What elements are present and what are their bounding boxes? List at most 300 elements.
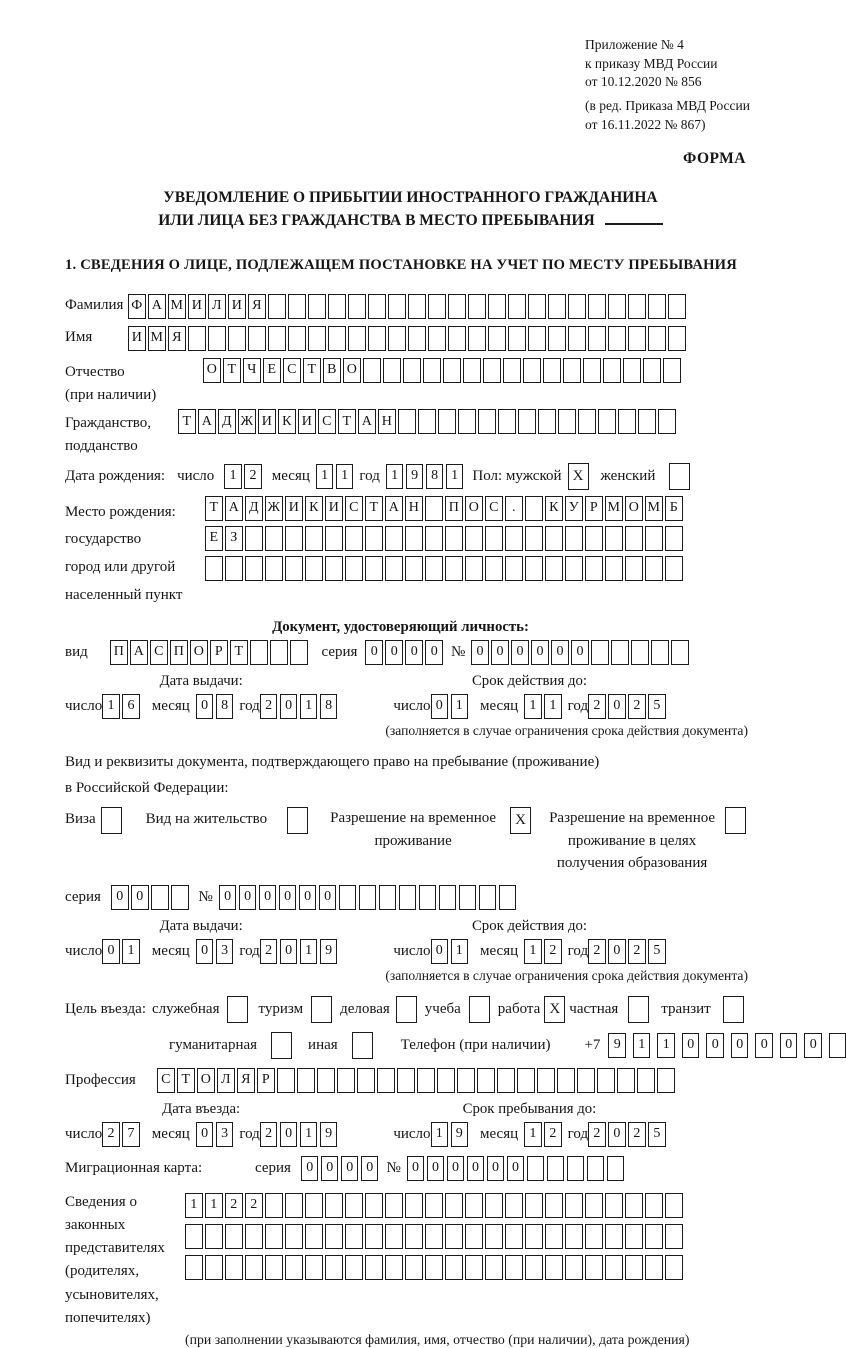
char-cell[interactable] xyxy=(365,556,383,581)
char-cell[interactable] xyxy=(665,556,683,581)
char-cell[interactable] xyxy=(665,1224,683,1249)
temp-residence-checkbox[interactable]: X xyxy=(510,807,531,834)
char-cell[interactable] xyxy=(383,358,401,383)
char-cell[interactable]: О xyxy=(203,358,221,383)
char-cell[interactable] xyxy=(379,885,397,910)
char-cell[interactable] xyxy=(603,358,621,383)
char-cell[interactable]: 0 xyxy=(511,640,529,665)
char-cell[interactable]: У xyxy=(565,496,583,521)
char-cell[interactable]: 3 xyxy=(216,939,234,964)
char-cell[interactable] xyxy=(488,294,506,319)
char-cell[interactable]: 0 xyxy=(755,1033,773,1058)
char-cell[interactable]: 3 xyxy=(216,1122,234,1147)
char-cell[interactable]: 0 xyxy=(319,885,337,910)
char-cell[interactable] xyxy=(388,294,406,319)
char-cell[interactable] xyxy=(528,294,546,319)
char-cell[interactable] xyxy=(365,1224,383,1249)
char-cell[interactable] xyxy=(657,1068,675,1093)
char-cell[interactable] xyxy=(317,1068,335,1093)
char-cell[interactable] xyxy=(368,326,386,351)
char-cell[interactable] xyxy=(425,1193,443,1218)
char-cell[interactable]: 0 xyxy=(385,640,403,665)
char-cell[interactable] xyxy=(345,1255,363,1280)
char-cell[interactable] xyxy=(545,1224,563,1249)
char-cell[interactable] xyxy=(565,556,583,581)
char-cell[interactable] xyxy=(523,358,541,383)
char-cell[interactable] xyxy=(585,1255,603,1280)
char-cell[interactable] xyxy=(505,556,523,581)
char-cell[interactable] xyxy=(527,1156,545,1181)
char-cell[interactable]: С xyxy=(345,496,363,521)
char-cell[interactable] xyxy=(568,326,586,351)
char-cell[interactable]: 0 xyxy=(196,1122,214,1147)
char-cell[interactable] xyxy=(345,526,363,551)
char-cell[interactable] xyxy=(465,556,483,581)
char-cell[interactable] xyxy=(565,1255,583,1280)
char-cell[interactable] xyxy=(528,326,546,351)
char-cell[interactable] xyxy=(285,556,303,581)
char-cell[interactable]: 1 xyxy=(451,694,469,719)
char-cell[interactable]: 9 xyxy=(608,1033,626,1058)
char-cell[interactable] xyxy=(305,526,323,551)
char-cell[interactable]: С xyxy=(485,496,503,521)
char-cell[interactable] xyxy=(645,1255,663,1280)
char-cell[interactable] xyxy=(479,885,497,910)
char-cell[interactable] xyxy=(567,1156,585,1181)
char-cell[interactable] xyxy=(405,1255,423,1280)
char-cell[interactable] xyxy=(545,526,563,551)
char-cell[interactable]: Т xyxy=(223,358,241,383)
char-cell[interactable] xyxy=(485,1255,503,1280)
char-cell[interactable] xyxy=(437,1068,455,1093)
char-cell[interactable] xyxy=(548,294,566,319)
char-cell[interactable] xyxy=(228,326,246,351)
char-cell[interactable] xyxy=(585,526,603,551)
char-cell[interactable]: 0 xyxy=(608,939,626,964)
char-cell[interactable] xyxy=(618,409,636,434)
char-cell[interactable] xyxy=(185,1255,203,1280)
char-cell[interactable]: Л xyxy=(217,1068,235,1093)
char-cell[interactable]: 0 xyxy=(706,1033,724,1058)
char-cell[interactable]: 7 xyxy=(122,1122,140,1147)
char-cell[interactable]: А xyxy=(198,409,216,434)
char-cell[interactable] xyxy=(268,294,286,319)
char-cell[interactable]: 9 xyxy=(320,939,338,964)
char-cell[interactable] xyxy=(385,556,403,581)
char-cell[interactable] xyxy=(328,326,346,351)
char-cell[interactable]: С xyxy=(283,358,301,383)
char-cell[interactable]: 0 xyxy=(259,885,277,910)
char-cell[interactable] xyxy=(625,556,643,581)
char-cell[interactable]: 2 xyxy=(244,464,262,489)
residence-permit-checkbox[interactable] xyxy=(287,807,308,834)
char-cell[interactable]: Д xyxy=(218,409,236,434)
char-cell[interactable]: И xyxy=(325,496,343,521)
char-cell[interactable] xyxy=(385,1224,403,1249)
char-cell[interactable] xyxy=(328,294,346,319)
char-cell[interactable]: 0 xyxy=(299,885,317,910)
char-cell[interactable] xyxy=(508,326,526,351)
char-cell[interactable] xyxy=(665,526,683,551)
char-cell[interactable] xyxy=(517,1068,535,1093)
char-cell[interactable] xyxy=(270,640,288,665)
char-cell[interactable]: Д xyxy=(245,496,263,521)
char-cell[interactable]: 0 xyxy=(196,939,214,964)
char-cell[interactable]: 0 xyxy=(780,1033,798,1058)
char-cell[interactable]: 2 xyxy=(628,939,646,964)
char-cell[interactable] xyxy=(408,294,426,319)
purpose-business-checkbox[interactable] xyxy=(396,996,417,1023)
temp-residence-edu-checkbox[interactable] xyxy=(725,807,746,834)
char-cell[interactable] xyxy=(205,1255,223,1280)
char-cell[interactable]: И xyxy=(188,294,206,319)
char-cell[interactable]: Е xyxy=(263,358,281,383)
char-cell[interactable]: 0 xyxy=(467,1156,485,1181)
char-cell[interactable] xyxy=(459,885,477,910)
char-cell[interactable]: 2 xyxy=(544,939,562,964)
char-cell[interactable] xyxy=(458,409,476,434)
char-cell[interactable]: 0 xyxy=(431,694,449,719)
char-cell[interactable] xyxy=(425,1224,443,1249)
purpose-tourism-checkbox[interactable] xyxy=(311,996,332,1023)
char-cell[interactable]: Е xyxy=(205,526,223,551)
char-cell[interactable]: 0 xyxy=(301,1156,319,1181)
char-cell[interactable] xyxy=(345,556,363,581)
char-cell[interactable] xyxy=(625,1224,643,1249)
char-cell[interactable] xyxy=(265,1224,283,1249)
char-cell[interactable] xyxy=(611,640,629,665)
char-cell[interactable]: 1 xyxy=(336,464,354,489)
char-cell[interactable]: 1 xyxy=(524,1122,542,1147)
char-cell[interactable] xyxy=(645,1193,663,1218)
char-cell[interactable] xyxy=(205,1224,223,1249)
char-cell[interactable]: 0 xyxy=(279,885,297,910)
char-cell[interactable] xyxy=(425,1255,443,1280)
char-cell[interactable]: М xyxy=(168,294,186,319)
char-cell[interactable]: 0 xyxy=(341,1156,359,1181)
char-cell[interactable] xyxy=(525,556,543,581)
char-cell[interactable]: 0 xyxy=(608,694,626,719)
char-cell[interactable]: О xyxy=(465,496,483,521)
purpose-work-checkbox[interactable]: X xyxy=(544,996,565,1023)
char-cell[interactable] xyxy=(428,294,446,319)
char-cell[interactable] xyxy=(608,326,626,351)
char-cell[interactable] xyxy=(397,1068,415,1093)
char-cell[interactable] xyxy=(625,526,643,551)
char-cell[interactable]: 1 xyxy=(185,1193,203,1218)
char-cell[interactable] xyxy=(285,1193,303,1218)
char-cell[interactable]: Ф xyxy=(128,294,146,319)
char-cell[interactable]: 1 xyxy=(102,694,120,719)
char-cell[interactable] xyxy=(445,526,463,551)
char-cell[interactable] xyxy=(588,326,606,351)
char-cell[interactable] xyxy=(645,526,663,551)
char-cell[interactable]: 1 xyxy=(524,939,542,964)
char-cell[interactable]: Ж xyxy=(265,496,283,521)
char-cell[interactable]: 1 xyxy=(300,1122,318,1147)
char-cell[interactable] xyxy=(631,640,649,665)
char-cell[interactable]: 0 xyxy=(431,939,449,964)
char-cell[interactable]: 0 xyxy=(407,1156,425,1181)
char-cell[interactable] xyxy=(485,1193,503,1218)
char-cell[interactable] xyxy=(385,1193,403,1218)
char-cell[interactable] xyxy=(648,294,666,319)
char-cell[interactable]: А xyxy=(148,294,166,319)
char-cell[interactable] xyxy=(297,1068,315,1093)
char-cell[interactable] xyxy=(357,1068,375,1093)
char-cell[interactable] xyxy=(587,1156,605,1181)
char-cell[interactable]: Ж xyxy=(238,409,256,434)
char-cell[interactable] xyxy=(565,1224,583,1249)
char-cell[interactable] xyxy=(591,640,609,665)
char-cell[interactable] xyxy=(607,1156,625,1181)
char-cell[interactable] xyxy=(668,294,686,319)
char-cell[interactable]: 2 xyxy=(588,1122,606,1147)
char-cell[interactable] xyxy=(483,358,501,383)
char-cell[interactable] xyxy=(498,409,516,434)
char-cell[interactable] xyxy=(308,294,326,319)
char-cell[interactable] xyxy=(829,1033,846,1058)
char-cell[interactable] xyxy=(265,556,283,581)
char-cell[interactable] xyxy=(348,294,366,319)
char-cell[interactable]: 0 xyxy=(111,885,129,910)
char-cell[interactable] xyxy=(505,1255,523,1280)
char-cell[interactable]: 0 xyxy=(102,939,120,964)
char-cell[interactable] xyxy=(418,409,436,434)
char-cell[interactable] xyxy=(585,1193,603,1218)
char-cell[interactable] xyxy=(325,556,343,581)
char-cell[interactable] xyxy=(408,326,426,351)
char-cell[interactable] xyxy=(448,326,466,351)
char-cell[interactable] xyxy=(477,1068,495,1093)
char-cell[interactable] xyxy=(325,1255,343,1280)
char-cell[interactable] xyxy=(648,326,666,351)
char-cell[interactable]: С xyxy=(318,409,336,434)
char-cell[interactable] xyxy=(525,496,543,521)
char-cell[interactable]: Р xyxy=(257,1068,275,1093)
char-cell[interactable]: 0 xyxy=(280,939,298,964)
char-cell[interactable]: 1 xyxy=(205,1193,223,1218)
char-cell[interactable]: 8 xyxy=(216,694,234,719)
char-cell[interactable] xyxy=(428,326,446,351)
char-cell[interactable]: Т xyxy=(365,496,383,521)
char-cell[interactable] xyxy=(419,885,437,910)
char-cell[interactable]: Я xyxy=(237,1068,255,1093)
char-cell[interactable]: 1 xyxy=(386,464,404,489)
char-cell[interactable] xyxy=(445,1193,463,1218)
char-cell[interactable] xyxy=(398,409,416,434)
char-cell[interactable] xyxy=(505,1224,523,1249)
char-cell[interactable]: 0 xyxy=(196,694,214,719)
char-cell[interactable] xyxy=(205,556,223,581)
char-cell[interactable]: 1 xyxy=(316,464,334,489)
char-cell[interactable] xyxy=(425,526,443,551)
char-cell[interactable] xyxy=(365,1255,383,1280)
char-cell[interactable] xyxy=(405,1224,423,1249)
char-cell[interactable] xyxy=(625,1193,643,1218)
char-cell[interactable] xyxy=(565,526,583,551)
char-cell[interactable]: 0 xyxy=(447,1156,465,1181)
char-cell[interactable] xyxy=(308,326,326,351)
char-cell[interactable] xyxy=(385,526,403,551)
char-cell[interactable]: 6 xyxy=(122,694,140,719)
char-cell[interactable] xyxy=(225,1255,243,1280)
char-cell[interactable] xyxy=(268,326,286,351)
char-cell[interactable] xyxy=(339,885,357,910)
char-cell[interactable]: 1 xyxy=(300,939,318,964)
char-cell[interactable] xyxy=(585,556,603,581)
char-cell[interactable] xyxy=(577,1068,595,1093)
char-cell[interactable] xyxy=(445,1224,463,1249)
char-cell[interactable]: А xyxy=(358,409,376,434)
char-cell[interactable]: К xyxy=(305,496,323,521)
char-cell[interactable] xyxy=(345,1224,363,1249)
char-cell[interactable]: 8 xyxy=(320,694,338,719)
char-cell[interactable] xyxy=(628,294,646,319)
char-cell[interactable] xyxy=(568,294,586,319)
char-cell[interactable] xyxy=(448,294,466,319)
char-cell[interactable] xyxy=(245,1224,263,1249)
char-cell[interactable] xyxy=(625,1255,643,1280)
purpose-humanitarian-checkbox[interactable] xyxy=(271,1032,292,1059)
char-cell[interactable] xyxy=(605,526,623,551)
char-cell[interactable]: 1 xyxy=(657,1033,675,1058)
char-cell[interactable] xyxy=(605,1193,623,1218)
char-cell[interactable]: 0 xyxy=(361,1156,379,1181)
char-cell[interactable]: 2 xyxy=(260,694,278,719)
char-cell[interactable] xyxy=(403,358,421,383)
char-cell[interactable]: 0 xyxy=(280,694,298,719)
char-cell[interactable] xyxy=(468,294,486,319)
char-cell[interactable] xyxy=(465,1193,483,1218)
char-cell[interactable] xyxy=(425,496,443,521)
char-cell[interactable] xyxy=(325,1224,343,1249)
char-cell[interactable]: К xyxy=(278,409,296,434)
char-cell[interactable] xyxy=(405,1193,423,1218)
char-cell[interactable] xyxy=(505,526,523,551)
char-cell[interactable] xyxy=(285,1224,303,1249)
char-cell[interactable] xyxy=(245,526,263,551)
char-cell[interactable] xyxy=(288,294,306,319)
char-cell[interactable]: 0 xyxy=(280,1122,298,1147)
char-cell[interactable] xyxy=(525,1255,543,1280)
char-cell[interactable]: Б xyxy=(665,496,683,521)
char-cell[interactable] xyxy=(558,409,576,434)
char-cell[interactable]: Я xyxy=(248,294,266,319)
purpose-study-checkbox[interactable] xyxy=(469,996,490,1023)
char-cell[interactable]: О xyxy=(625,496,643,521)
char-cell[interactable]: 0 xyxy=(487,1156,505,1181)
purpose-official-checkbox[interactable] xyxy=(227,996,248,1023)
sex-female-checkbox[interactable] xyxy=(669,463,690,490)
char-cell[interactable] xyxy=(445,1255,463,1280)
char-cell[interactable]: И xyxy=(128,326,146,351)
char-cell[interactable] xyxy=(525,526,543,551)
char-cell[interactable]: 0 xyxy=(219,885,237,910)
char-cell[interactable]: О xyxy=(190,640,208,665)
char-cell[interactable] xyxy=(285,1255,303,1280)
char-cell[interactable]: 5 xyxy=(648,1122,666,1147)
char-cell[interactable] xyxy=(645,1224,663,1249)
char-cell[interactable] xyxy=(499,885,517,910)
char-cell[interactable] xyxy=(478,409,496,434)
char-cell[interactable] xyxy=(565,1193,583,1218)
char-cell[interactable] xyxy=(468,326,486,351)
char-cell[interactable] xyxy=(651,640,669,665)
char-cell[interactable]: 1 xyxy=(524,694,542,719)
char-cell[interactable] xyxy=(598,409,616,434)
char-cell[interactable]: А xyxy=(130,640,148,665)
char-cell[interactable] xyxy=(605,1224,623,1249)
char-cell[interactable] xyxy=(365,526,383,551)
char-cell[interactable] xyxy=(537,1068,555,1093)
char-cell[interactable] xyxy=(325,1193,343,1218)
char-cell[interactable] xyxy=(365,1193,383,1218)
char-cell[interactable]: П xyxy=(170,640,188,665)
char-cell[interactable]: Т xyxy=(177,1068,195,1093)
char-cell[interactable] xyxy=(545,1193,563,1218)
char-cell[interactable] xyxy=(497,1068,515,1093)
char-cell[interactable] xyxy=(645,556,663,581)
char-cell[interactable] xyxy=(345,1193,363,1218)
char-cell[interactable] xyxy=(248,326,266,351)
char-cell[interactable]: 2 xyxy=(588,939,606,964)
char-cell[interactable]: 1 xyxy=(633,1033,651,1058)
char-cell[interactable] xyxy=(363,358,381,383)
char-cell[interactable]: 0 xyxy=(471,640,489,665)
char-cell[interactable] xyxy=(388,326,406,351)
char-cell[interactable] xyxy=(485,556,503,581)
char-cell[interactable] xyxy=(665,1193,683,1218)
char-cell[interactable] xyxy=(337,1068,355,1093)
char-cell[interactable] xyxy=(605,556,623,581)
char-cell[interactable] xyxy=(265,1255,283,1280)
char-cell[interactable]: 0 xyxy=(131,885,149,910)
char-cell[interactable]: 1 xyxy=(224,464,242,489)
char-cell[interactable]: О xyxy=(197,1068,215,1093)
char-cell[interactable] xyxy=(637,1068,655,1093)
char-cell[interactable] xyxy=(325,526,343,551)
visa-checkbox[interactable] xyxy=(101,807,122,834)
char-cell[interactable] xyxy=(545,556,563,581)
char-cell[interactable]: 0 xyxy=(321,1156,339,1181)
char-cell[interactable]: О xyxy=(343,358,361,383)
char-cell[interactable] xyxy=(488,326,506,351)
char-cell[interactable]: И xyxy=(298,409,316,434)
char-cell[interactable]: М xyxy=(645,496,663,521)
char-cell[interactable] xyxy=(548,326,566,351)
char-cell[interactable]: 5 xyxy=(648,939,666,964)
char-cell[interactable] xyxy=(465,1224,483,1249)
char-cell[interactable] xyxy=(503,358,521,383)
char-cell[interactable]: П xyxy=(445,496,463,521)
char-cell[interactable]: 0 xyxy=(365,640,383,665)
char-cell[interactable]: 9 xyxy=(451,1122,469,1147)
char-cell[interactable]: 2 xyxy=(628,694,646,719)
char-cell[interactable] xyxy=(438,409,456,434)
char-cell[interactable] xyxy=(245,556,263,581)
purpose-transit-checkbox[interactable] xyxy=(723,996,744,1023)
char-cell[interactable] xyxy=(543,358,561,383)
char-cell[interactable] xyxy=(608,294,626,319)
char-cell[interactable] xyxy=(525,1193,543,1218)
char-cell[interactable] xyxy=(628,326,646,351)
purpose-other-checkbox[interactable] xyxy=(352,1032,373,1059)
char-cell[interactable]: 2 xyxy=(260,939,278,964)
char-cell[interactable] xyxy=(405,526,423,551)
char-cell[interactable]: 1 xyxy=(431,1122,449,1147)
char-cell[interactable] xyxy=(505,1193,523,1218)
